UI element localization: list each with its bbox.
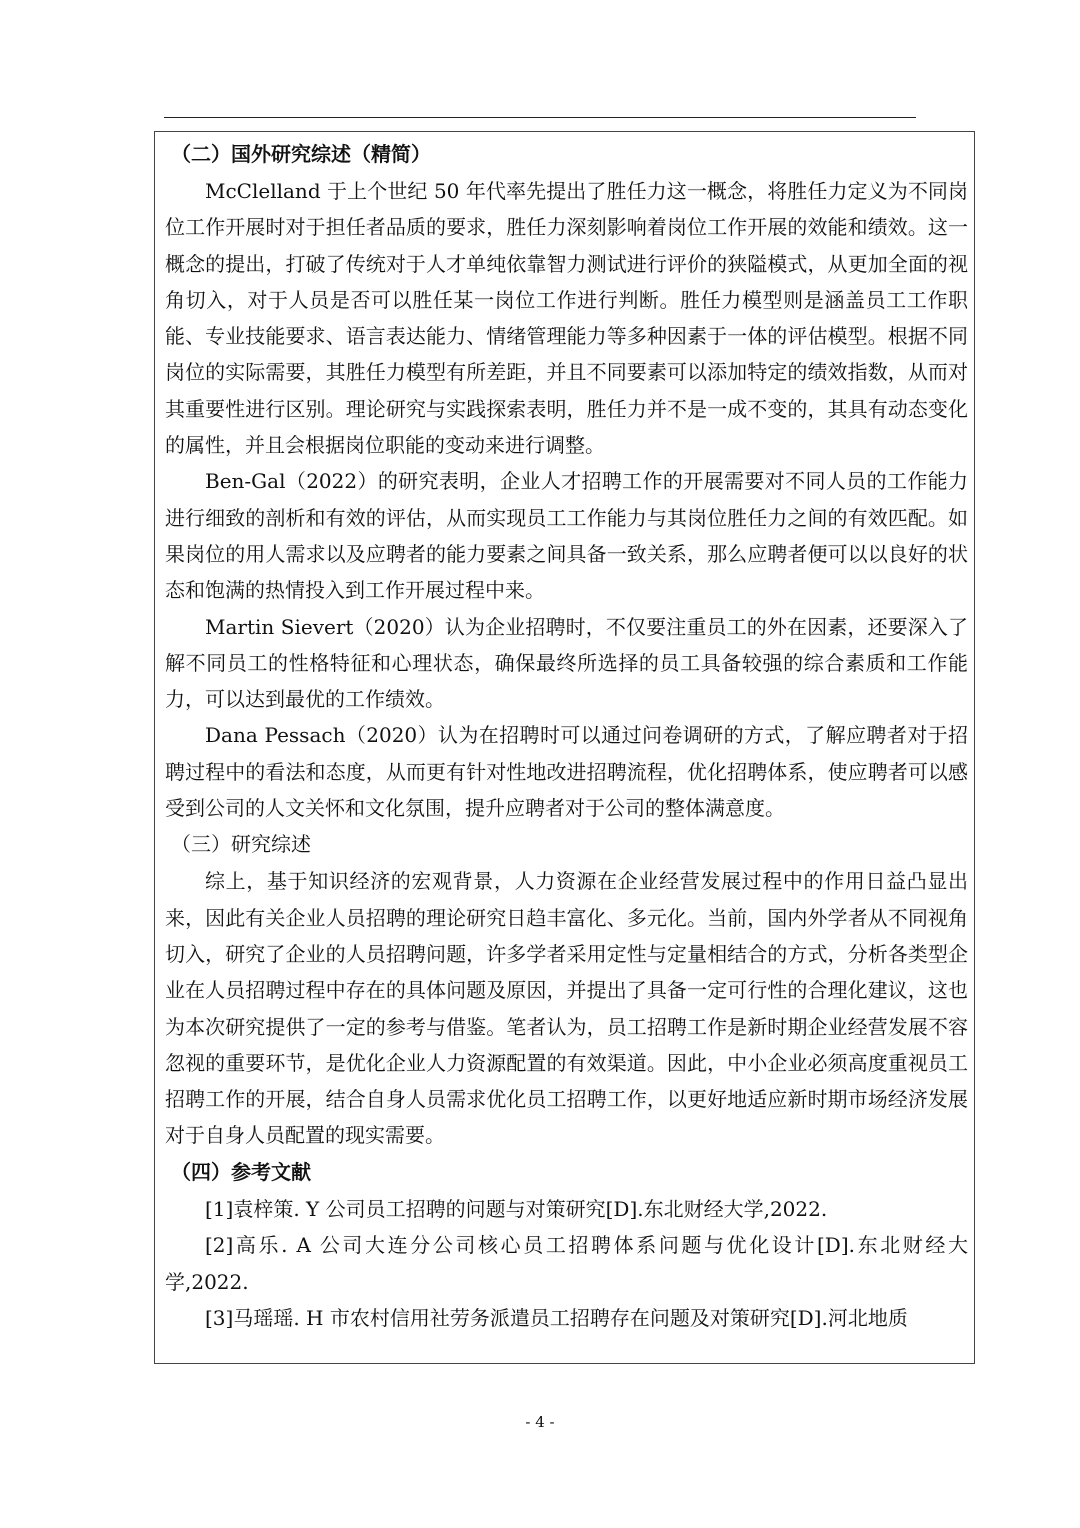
reference-item-2: [2]高乐. A 公司大连分公司核心员工招聘体系问题与优化设计[D].东北财经大学,2022. — [165, 1233, 968, 1294]
reference-item-3: [3]马瑶瑶. H 市农村信用社劳务派遣员工招聘存在问题及对策研究[D].河北地质 — [205, 1306, 908, 1331]
paragraph-mcclelland: McClelland 于上个世纪 50 年代率先提出了胜任力这一概念，将胜任力定义为不同岗位工作开展时对于担任者品质的要求，胜任力深刻影响着岗位工作开展的效能和绩效。这一概念的提出，打破了传统对于人才单纯依靠智力测试进行评价的狭隘模式，从更加全面的视角切入，对于人员是否可以胜任某一岗位工作进行判断。胜任力模型则是涵盖员工工作职能、专业技能要求、语言表达能力、情绪管理能力等多种因素于一体的评估模型。根据不同岗位的实际需要，其胜任力模型有所差距，并且不同要素可以添加特定的绩效指数，从而对其重要性进行区别。理论研究与实践探索表明，胜任力并不是一成不变的，其具有动态变化的属性，并且会根据岗位职能的变动来进行调整。 — [165, 179, 968, 458]
paragraph-martin-sievert: Martin Sievert（2020）认为企业招聘时，不仅要注重员工的外在因素，还要深入了解不同员工的性格特征和心理状态，确保最终所选择的员工具备较强的综合素质和工作能力，可以达到最优的工作绩效。 — [165, 614, 968, 712]
content-table-cell — [154, 131, 975, 1364]
header-rule — [164, 117, 916, 118]
section-heading-references: （四）参考文献 — [171, 1159, 311, 1184]
paragraph-dana-pessach: Dana Pessach（2020）认为在招聘时可以通过问卷调研的方式，了解应聘者对于招聘过程中的看法和态度，从而更有针对性地改进招聘流程，优化招聘体系，使应聘者可以感受到公司的人文关怀和文化氛围，提升应聘者对于公司的整体满意度。 — [165, 723, 968, 821]
paragraph-summary: 综上，基于知识经济的宏观背景，人力资源在企业经营发展过程中的作用日益凸显出来，因此有关企业人员招聘的理论研究日趋丰富化、多元化。当前，国内外学者从不同视角切入，研究了企业的人员招聘问题，许多学者采用定性与定量相结合的方式，分析各类型企业在人员招聘过程中存在的具体问题及原因，并提出了具备一定可行性的合理化建议，这也为本次研究提供了一定的参考与借鉴。笔者认为，员工招聘工作是新时期企业经营发展不容忽视的重要环节，是优化企业人力资源配置的有效渠道。因此，中小企业必须高度重视员工招聘工作的开展，结合自身人员需求优化员工招聘工作，以更好地适应新时期市场经济发展对于自身人员配置的现实需要。 — [165, 869, 968, 1148]
section-heading-foreign-review: （二）国外研究综述（精简） — [171, 142, 431, 166]
page-number: - 4 - — [525, 1413, 555, 1431]
reference-item-1: [1]袁梓策. Y 公司员工招聘的问题与对策研究[D].东北财经大学,2022. — [205, 1196, 828, 1221]
paragraph-ben-gal: Ben-Gal（2022）的研究表明，企业人才招聘工作的开展需要对不同人员的工作能力进行细致的剖析和有效的评估，从而实现员工工作能力与其岗位胜任力之间的有效匹配。如果岗位的用人需求以及应聘者的能力要素之间具备一致关系，那么应聘者便可以以良好的状态和饱满的热情投入到工作开展过程中来。 — [165, 469, 968, 603]
section-heading-summary: （三）研究综述 — [171, 832, 311, 857]
content-body — [165, 136, 968, 1337]
